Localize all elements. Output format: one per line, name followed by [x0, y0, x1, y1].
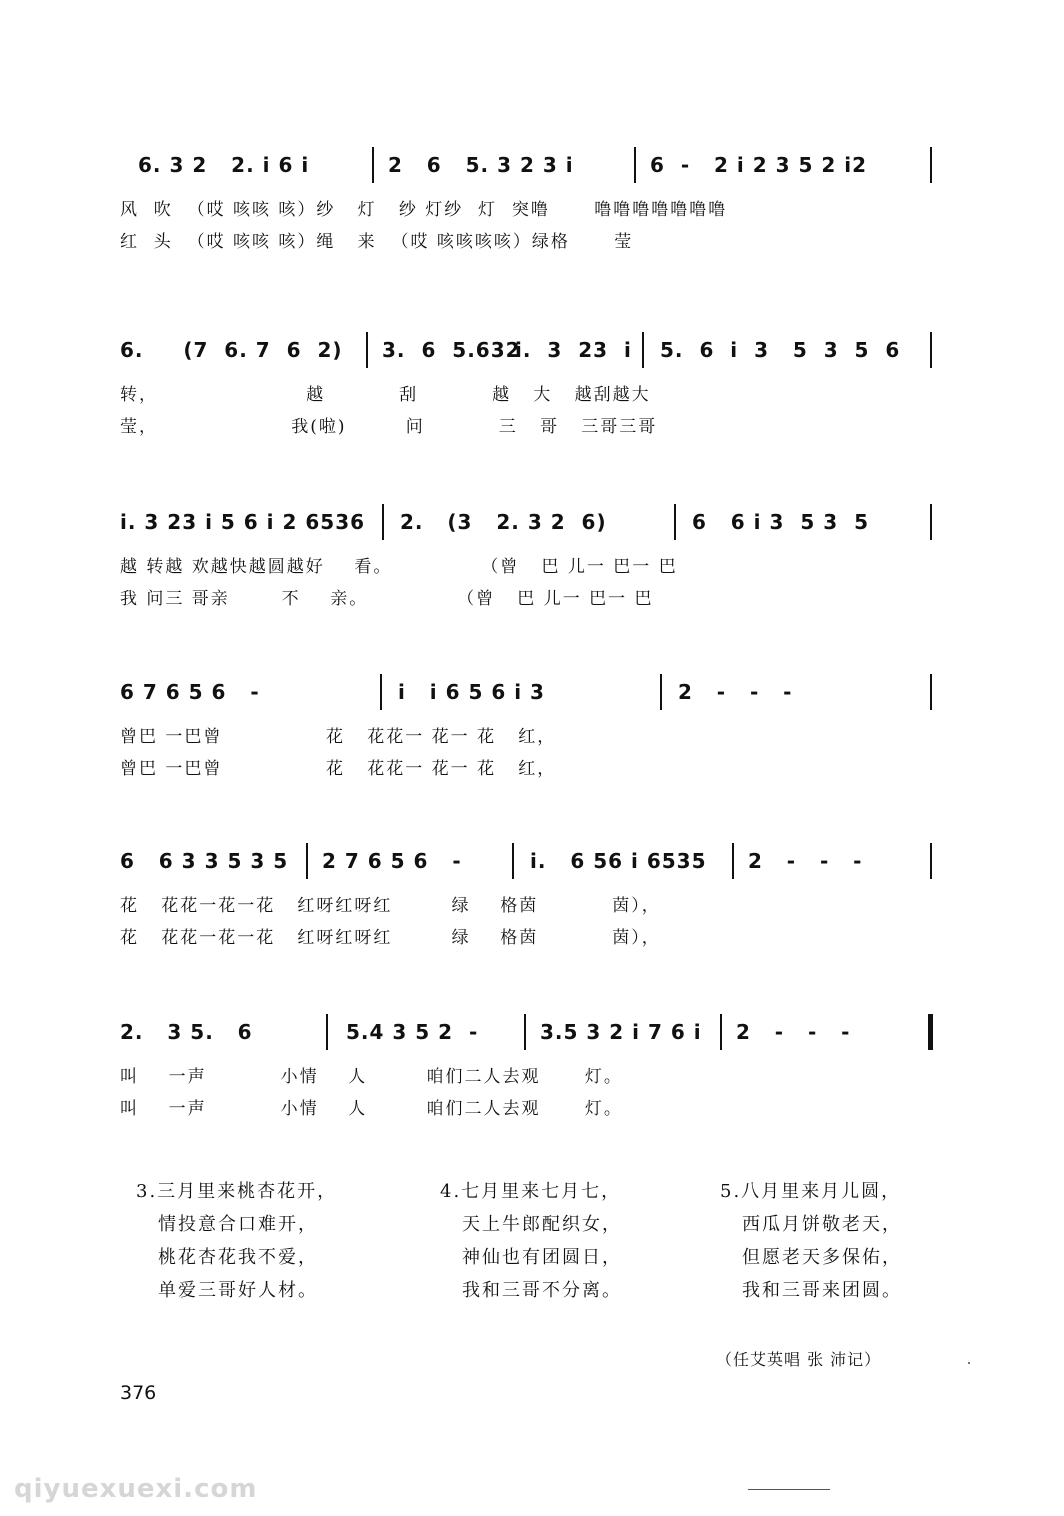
lyrics-verse-1: 曾巴 一巴曾 花 花花一 花一 花 红，	[120, 727, 557, 747]
bar-line	[930, 332, 932, 368]
measure-notes: 3.5 3 2 i 7 6 i	[540, 1020, 702, 1044]
bar-line	[366, 332, 368, 368]
bar-line	[634, 147, 636, 183]
measure-notes: 5.4 3 5 2 -	[346, 1020, 479, 1044]
measure-notes: 6 - 2 i 2 3 5 2 i2	[650, 153, 868, 177]
measure-notes: i. 6 56 i 6535	[530, 849, 707, 873]
bar-line	[512, 843, 514, 879]
lyrics-verse-2: 花 花花一花一花 红呀红呀红 绿 格茵 茵），	[120, 928, 661, 948]
verse-line: 神仙也有团圆日，	[462, 1247, 622, 1268]
score-system-2	[120, 330, 940, 440]
measure-notes: 6. (7 6. 7 6 2)	[120, 338, 343, 362]
lyrics-verse-2: 叫 一声 小情 人 咱们二人去观 灯。	[120, 1099, 623, 1119]
lyrics-verse-1: 转， 越 刮 越 大 越刮越大	[120, 385, 651, 405]
verse-line: 我和三哥不分离。	[462, 1280, 622, 1301]
measure-notes: i. 3 23 i	[515, 338, 632, 362]
verse-line: 西瓜月饼敬老天，	[742, 1214, 902, 1235]
lyrics-verse-1: 风 吹 （哎 咳咳 咳）纱 灯 纱 灯纱 灯 突噜 噜噜噜噜噜噜噜	[120, 200, 728, 220]
footer-rule	[748, 1489, 830, 1490]
verse-line: 我和三哥来团圆。	[742, 1280, 902, 1301]
measure-notes: i i 6 5 6 i 3	[398, 680, 545, 704]
bar-line	[930, 147, 932, 183]
lyrics-verse-1: 叫 一声 小情 人 咱们二人去观 灯。	[120, 1067, 623, 1087]
bar-line	[720, 1014, 722, 1050]
verse-line: 情投意合口难开，	[158, 1214, 318, 1235]
verse-line: 单爱三哥好人材。	[158, 1280, 318, 1301]
additional-verses	[0, 1175, 1064, 1315]
score-system-4	[120, 672, 940, 782]
score-system-3	[120, 502, 940, 612]
verse-line: 桃花杏花我不爱，	[158, 1247, 318, 1268]
lyrics-verse-1: 花 花花一花一花 红呀红呀红 绿 格茵 茵），	[120, 896, 661, 916]
bar-line	[380, 674, 382, 710]
score-system-5	[120, 841, 940, 951]
bar-line	[306, 843, 308, 879]
speck	[968, 1362, 970, 1364]
bar-line	[930, 843, 932, 879]
score-system-6	[120, 1012, 940, 1122]
verse-line: 天上牛郎配织女，	[462, 1214, 622, 1235]
verse-5	[720, 1175, 902, 1307]
lyrics-verse-2: 曾巴 一巴曾 花 花花一 花一 花 红，	[120, 759, 557, 779]
verse-line: 但愿老天多保佑，	[742, 1247, 902, 1268]
measure-notes: 3. 6 5.632	[382, 338, 521, 362]
page-number: 376	[120, 1382, 157, 1404]
measure-notes: 2 - - -	[678, 680, 793, 704]
measure-notes: 2 - - -	[736, 1020, 851, 1044]
measure-notes: 2 6 5. 3 2 3 i	[388, 153, 574, 177]
verse-line: 5.八月里来月儿圆，	[720, 1181, 902, 1202]
verse-line: 3.三月里来桃杏花开，	[136, 1181, 338, 1202]
bar-line	[372, 147, 374, 183]
bar-line	[674, 504, 676, 540]
bar-line	[732, 843, 734, 879]
lyrics-verse-2: 红 头 （哎 咳咳 咳）绳 来 （哎 咳咳咳咳）绿格 莹	[120, 232, 634, 252]
measure-notes: 2. (3 2. 3 2 6)	[400, 510, 607, 534]
measure-notes: 2 7 6 5 6 -	[322, 849, 462, 873]
verse-4	[440, 1175, 622, 1307]
bar-line	[930, 674, 932, 710]
measure-notes: 5. 6 i 3 5 3 5 6	[660, 338, 901, 362]
watermark: qiyuexuexi.com	[14, 1474, 258, 1504]
bar-line	[326, 1014, 328, 1050]
lyrics-verse-2: 莹， 我(啦) 问 三 哥 三哥三哥	[120, 417, 658, 437]
measure-notes: 2. 3 5. 6	[120, 1020, 253, 1044]
bar-line	[930, 504, 932, 540]
bar-line	[524, 1014, 526, 1050]
score-system-1	[120, 145, 940, 255]
measure-notes: 2 - - -	[748, 849, 863, 873]
bar-line	[660, 674, 662, 710]
measure-notes: 6 6 3 3 5 3 5	[120, 849, 289, 873]
verse-3	[136, 1175, 337, 1307]
measure-notes: 6. 3 2 2. i 6 i	[138, 153, 310, 177]
bar-line	[382, 504, 384, 540]
measure-notes: i. 3 23 i 5 6 i 2 6536	[120, 510, 366, 534]
lyrics-verse-2: 我 问三 哥亲 不 亲。 （曾 巴 儿一 巴一 巴	[120, 589, 654, 609]
verse-line: 4.七月里来七月七，	[440, 1181, 622, 1202]
measure-notes: 6 6 i 3 5 3 5	[692, 510, 869, 534]
measure-notes: 6 7 6 5 6 -	[120, 680, 260, 704]
lyrics-verse-1: 越 转越 欢越快越圆越好 看。 （曾 巴 儿一 巴一 巴	[120, 557, 678, 577]
final-bar-line	[928, 1014, 933, 1050]
performer-credit: （任艾英唱 张 沛记）	[716, 1350, 882, 1369]
bar-line	[642, 332, 644, 368]
